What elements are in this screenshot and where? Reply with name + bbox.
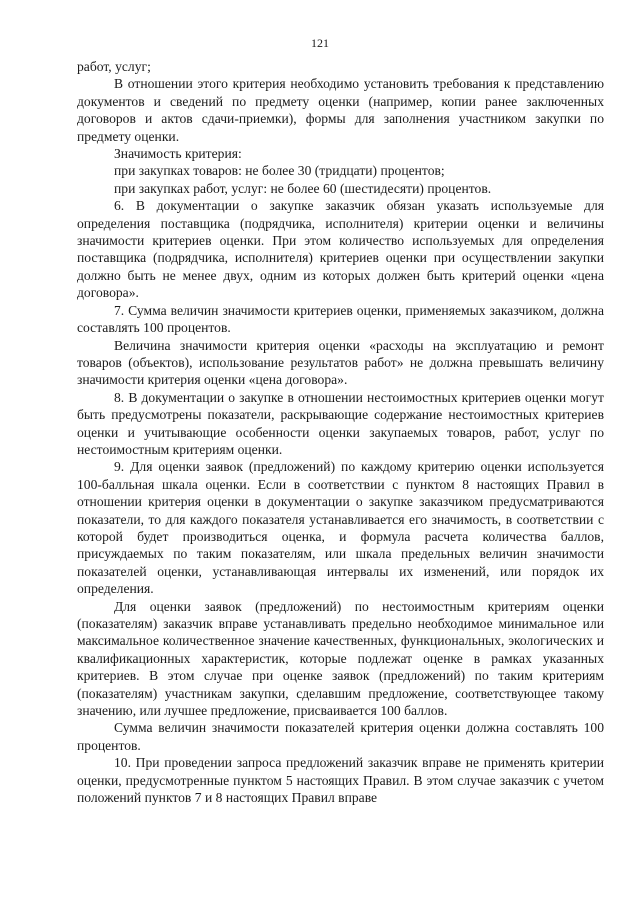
paragraph-item-6: 6. В документации о закупке заказчик обязан указать используемые для определения поставщика (подрядчика, исполнителя) критерии оценки и величины значимости критериев оценки. При этом количество используемых для определения поставщика (подрядчика, исполнителя) критериев оценки при осуществлении закупки должно быть не менее двух, одним из которых должен быть критерий оценки «цена договора».	[77, 198, 604, 301]
paragraph-nonprice-evaluation: Для оценки заявок (предложений) по нестоимостным критериям оценки (показателям) заказчик вправе устанавливать предельно необходимое минимальное или максимальное количественное значение качественных, функциональных, экологических и квалификационных характеристик, которые подлежат оценке в рамках указанных критериев. В этом случае при оценке заявок (предложений) по таким критериям (показателям) участникам закупки, сделавшим предложение, соответствующее такому значению, или лучшее предложение, присваивается 100 баллов.	[77, 598, 604, 719]
paragraph-criterion-weight-heading: Значимость критерия:	[114, 146, 242, 162]
paragraph-continuation: работ, услуг;	[77, 59, 151, 74]
page-number: 121	[311, 36, 329, 50]
paragraph-criterion-requirements: В отношении этого критерия необходимо установить требования к представлению документов и сведений по предмету оценки (например, копии ранее заключенных договоров и актов сдачи-приемки), формы для заполнения участником закупки по предмету оценки.	[77, 76, 604, 144]
paragraph-operating-costs-weight: Величина значимости критерия оценки «расходы на эксплуатацию и ремонт товаров (объектов), использование результатов работ» не должна превышать величину значимости критерия оценки «цена договора».	[77, 337, 604, 388]
paragraph-weight-goods: при закупках товаров: не более 30 (тридцати) процентов;	[114, 163, 445, 179]
paragraph-item-10: 10. При проведении запроса предложений заказчик вправе не применять критерии оценки, предусмотренные пунктом 5 настоящих Правил. В этом случае заказчик с учетом положений пунктов 7 и 8 настоящих Правил вправе	[77, 755, 604, 806]
document-body	[77, 58, 604, 806]
paragraph-item-8: 8. В документации о закупке в отношении нестоимостных критериев оценки могут быть предусмотрены показатели, раскрывающие содержание нестоимостных критериев оценки и учитывающие особенности оценки закупаемых товаров, работ, услуг по нестоимостным критериям оценки.	[77, 389, 604, 457]
paragraph-indicators-sum: Сумма величин значимости показателей критерия оценки должна составлять 100 процентов.	[77, 720, 604, 753]
paragraph-item-9: 9. Для оценки заявок (предложений) по каждому критерию оценки используется 100-балльная шкала оценки. Если в соответствии с пунктом 8 настоящих Правил в отношении критерия оценки в документации о закупке заказчиком предусматриваются показатели, то для каждого показателя устанавливается его значимость, в соответствии с которой будет производиться оценка, и формула расчета количества баллов, присуждаемых по таким показателям, или шкала предельных величин значимости показателей оценки, устанавливающая интервалы их изменений, или порядок их определения.	[77, 459, 604, 597]
paragraph-item-7: 7. Сумма величин значимости критериев оценки, применяемых заказчиком, должна составлять 100 процентов.	[77, 302, 604, 336]
paragraph-weight-works-services: при закупках работ, услуг: не более 60 (шестидесяти) процентов.	[114, 180, 492, 196]
